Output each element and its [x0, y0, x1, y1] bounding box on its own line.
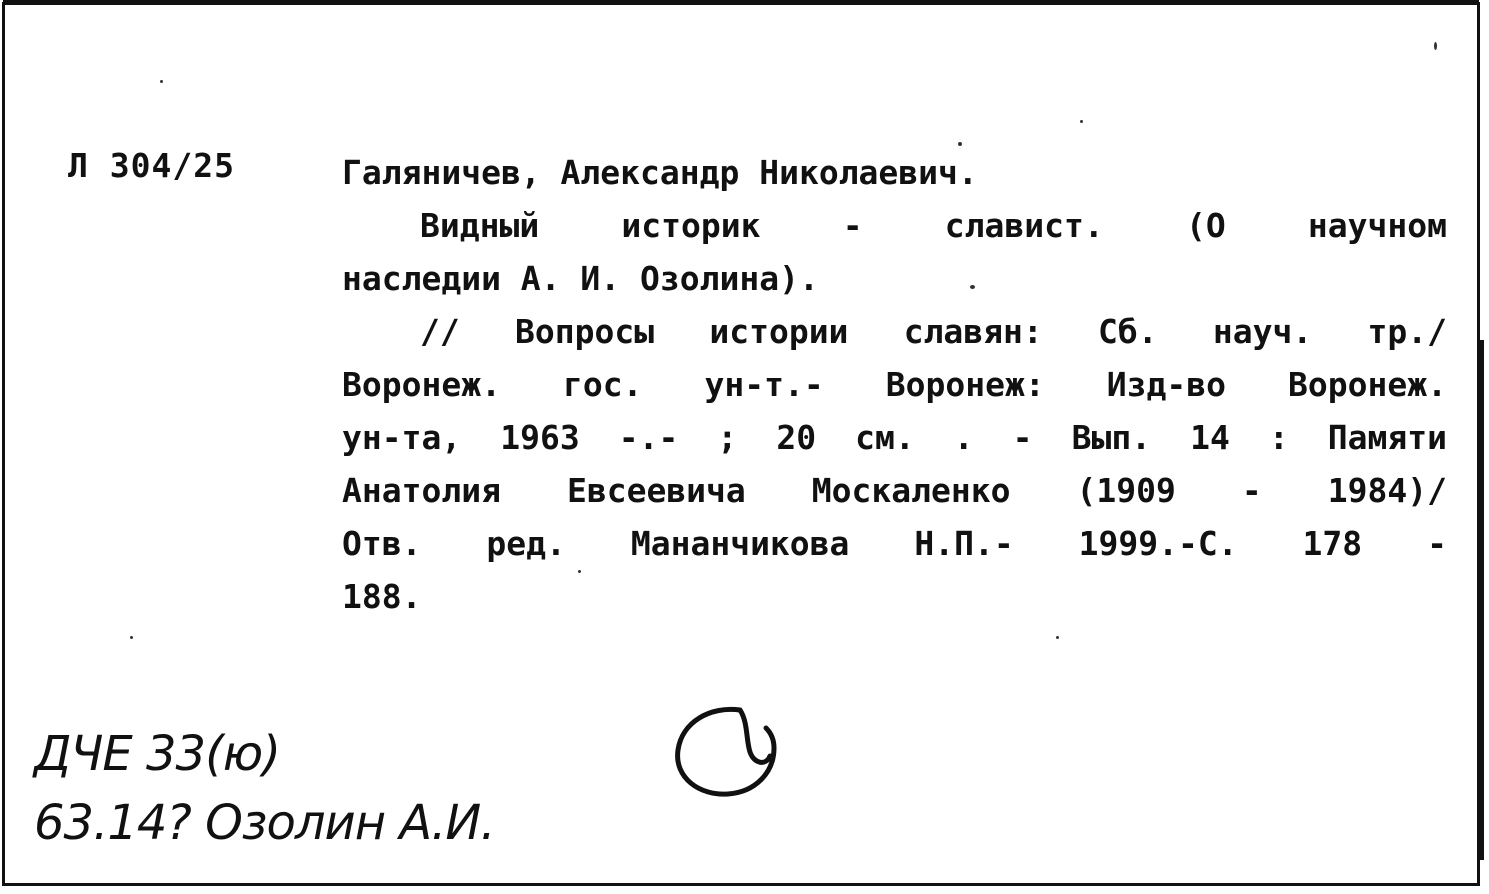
ink-speck [1056, 636, 1059, 639]
entry-title-line-1: Видный историк - славист. (О научном [420, 206, 1447, 245]
ink-speck [160, 80, 163, 83]
ink-speck [1080, 120, 1083, 123]
entry-source-line-1: // Вопросы истории славян: Сб. науч. тр./ [420, 312, 1447, 351]
bibliographic-entry [342, 146, 1447, 623]
ink-speck [1434, 42, 1437, 50]
shelfmark: Л 304/25 [68, 146, 235, 185]
handwritten-classification: ДЧЕ 33(ю) [34, 726, 280, 782]
handwritten-subject-heading: 63.14? Озолин А.И. [34, 795, 495, 851]
entry-source-line-3: ун-та, 1963 -.- ; 20 см. . - Вып. 14 : Памяти [342, 418, 1447, 457]
entry-source-line-6: 188. [342, 577, 422, 616]
ink-speck [578, 570, 581, 573]
entry-author: Галяничев, Александр Николаевич. [342, 153, 978, 192]
card-right-edge-mark [1478, 340, 1484, 860]
entry-source-line-2: Воронеж. гос. ун-т.- Воронеж: Изд-во Воронеж. [342, 365, 1447, 404]
entry-source-line-5: Отв. ред. Мананчикова Н.П.- 1999.-С. 178 - [342, 524, 1447, 563]
punch-hole-icon [670, 700, 790, 810]
entry-title-line-2: наследии А. И. Озолина). [342, 259, 819, 298]
entry-source-line-4: Анатолия Евсеевича Москаленко (1909 - 1984)/ [342, 471, 1447, 510]
ink-speck [970, 285, 975, 289]
ink-speck [130, 636, 133, 639]
ink-speck [958, 142, 962, 146]
